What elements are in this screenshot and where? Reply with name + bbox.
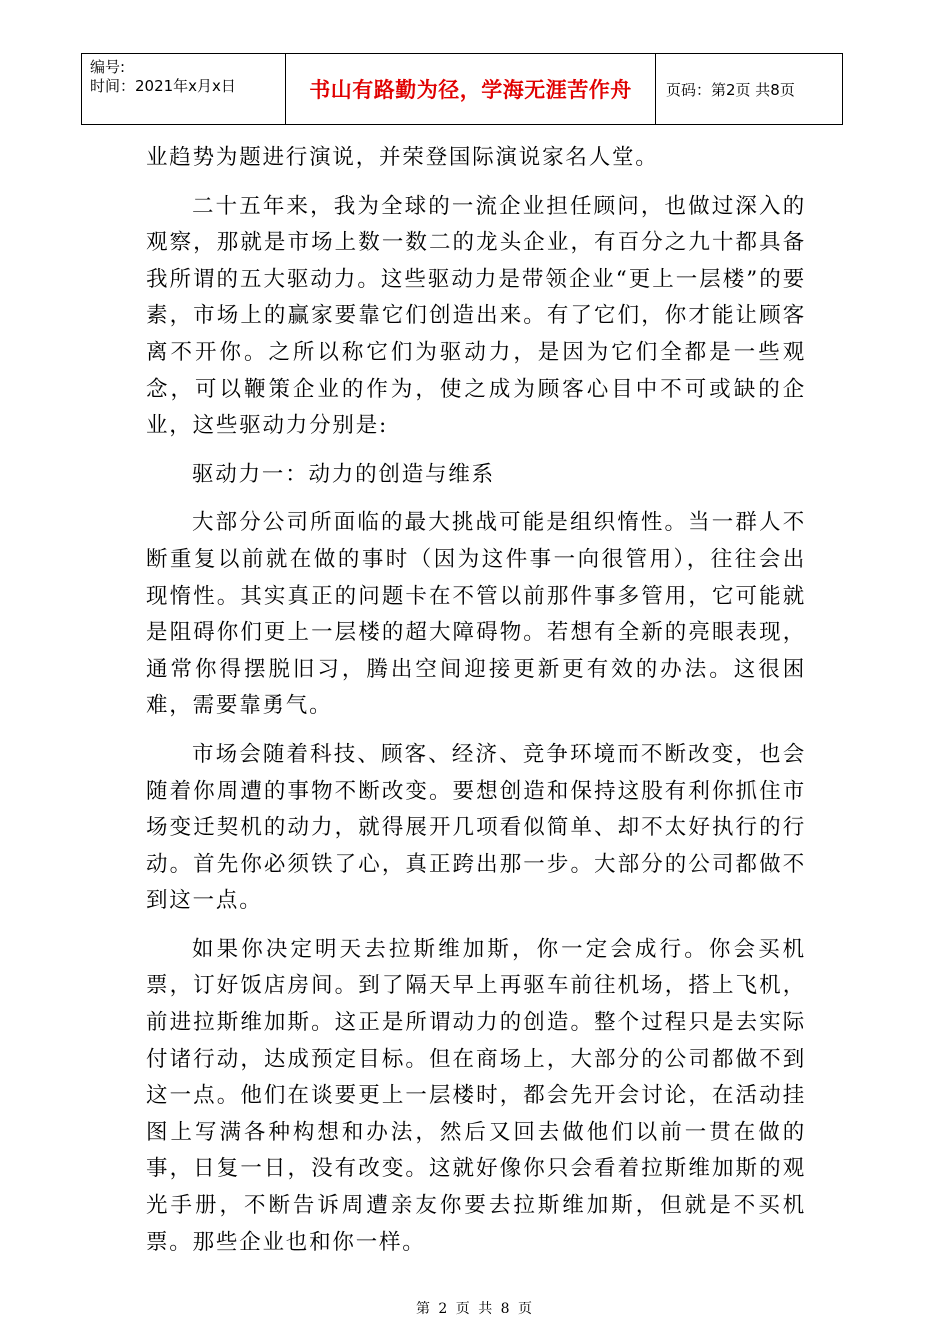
header-meta-cell (82, 54, 286, 124)
paragraph: 二十五年来，我为全球的一流企业担任顾问，也做过深入的观察，那就是市场上数一数二的龙头企业，有百分之九十都具备我所谓的五大驱动力。这些驱动力是带领企业“更上一层楼”的要素，市场上的赢家要靠它们创造出来。有了它们，你才能让顾客离不开你。之所以称它们为驱动力，是因为它们全都是一些观念，可以鞭策企业的作为，使之成为顾客心目中不可或缺的企业，这些驱动力分别是: (146, 193, 806, 439)
header-page-label: 页码：第2页 共8页 (666, 80, 795, 99)
paragraph-continuation: 业趋势为题进行演说，并荣登国际演说家名人堂。 (146, 145, 659, 170)
section-heading: 驱动力一：动力的创造与维系 (192, 461, 495, 487)
paragraph: 如果你决定明天去拉斯维加斯，你一定会成行。你会买机票，订好饭店房间。到了隔天早上再驱车前往机场，搭上飞机，前进拉斯维加斯。这正是所谓动力的创造。整个过程只是去实际付诸行动，达成预定目标。但在商场上，大部分的公司都做不到这一点。他们在谈要更上一层楼时，都会先开会讨论，在活动挂图上写满各种构想和办法，然后又回去做他们以前一贯在做的事，日复一日，没有改变。这就好像你只会看着拉斯维加斯的观光手册，不断告诉周遭亲友你要去拉斯维加斯，但就是不买机票。那些企业也和你一样。 (146, 936, 806, 1255)
header-table (81, 53, 843, 125)
document-body (146, 140, 806, 1261)
page-footer: 第 2 页 共 8 页 (415, 1301, 535, 1317)
time-label: 时间：2021年x月x日 (90, 77, 236, 95)
paragraph: 大部分公司所面临的最大挑战可能是组织惰性。当一群人不断重复以前就在做的事时（因为这件事一向很管用），往往会出现惰性。其实真正的问题卡在不管以前那件事多管用，它可能就是阻碍你们更上一层楼的超大障碍物。若想有全新的亮眼表现，通常你得摆脱旧习，腾出空间迎接更新更有效的办法。这很困难，需要靠勇气。 (146, 510, 806, 719)
number-label: 编号: (90, 58, 126, 76)
paragraph: 市场会随着科技、顾客、经济、竞争环境而不断改变，也会随着你周遭的事物不断改变。要想创造和保持这股有利你抓住市场变迁契机的动力，就得展开几项看似简单、却不太好执行的行动。首先你必须铁了心，真正跨出那一步。大部分的公司都做不到这一点。 (146, 741, 806, 914)
header-motto: 书山有路勤为径，学海无涯苦作舟 (286, 54, 656, 124)
